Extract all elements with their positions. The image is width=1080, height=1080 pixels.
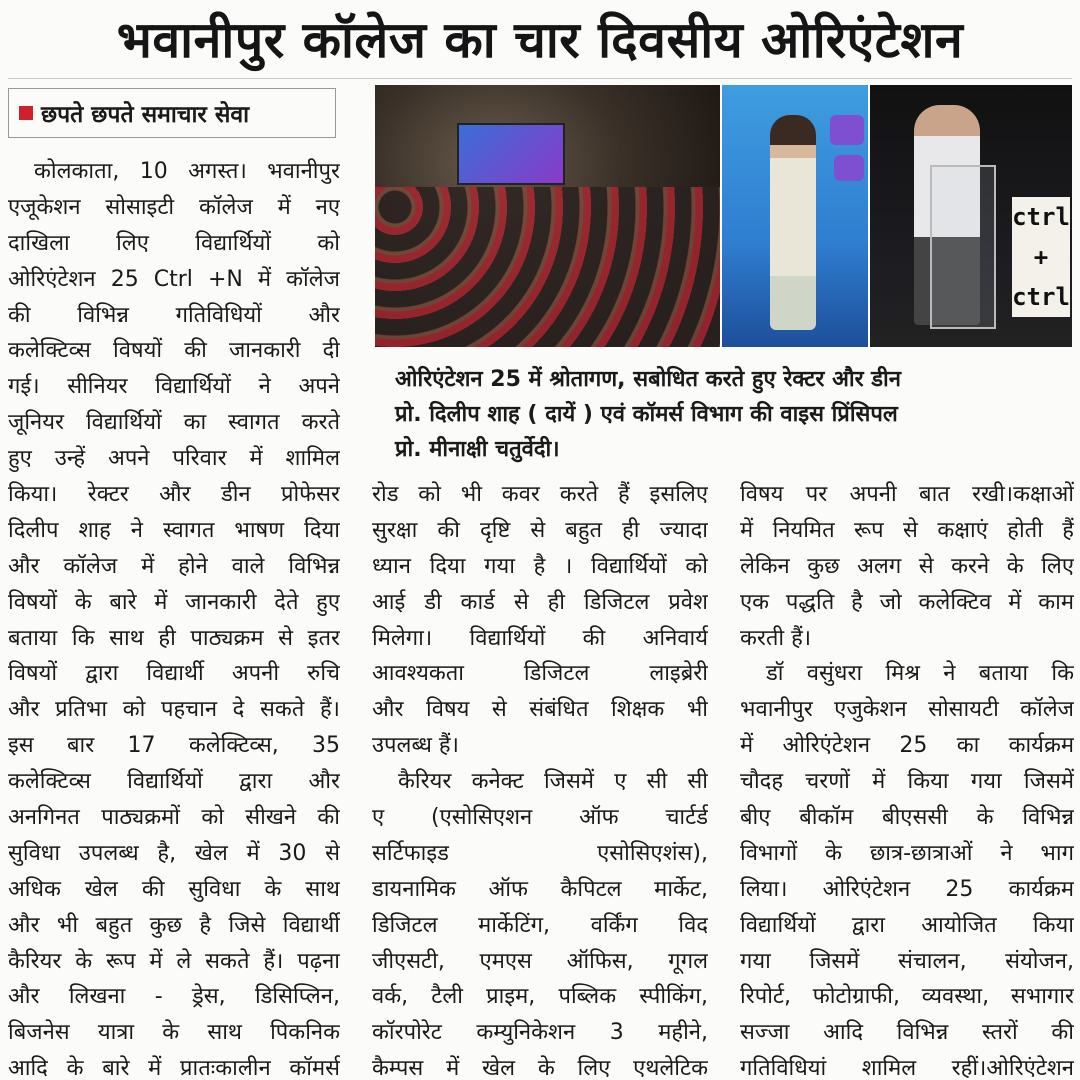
article-line: दाखिला लिए विद्यार्थियों को [8, 230, 340, 256]
caption-line: प्रो. दिलीप शाह ( दायें ) एवं कॉमर्स विभाग की वाइस प्रिंसिपल [395, 402, 898, 427]
article-line: किया। रेक्टर और डीन प्रोफेसर [8, 482, 340, 508]
podium [930, 165, 996, 329]
article-line: और विषय से संबंधित शिक्षक भी [372, 697, 708, 723]
article-line: सर्टिफाइड एसोसिएशंस), [372, 840, 708, 866]
ctrl-sign-bottom: ctrl [1012, 277, 1070, 317]
article-line: एजूकेशन सोसाइटी कॉलेज में नए [8, 194, 340, 220]
article-line: गतिविधियां शामिल रहीं।ओरिएंटेशन [740, 1056, 1074, 1080]
article-line: में ओरिएंटेशन 25 का कार्यक्रम [740, 733, 1074, 759]
article-line: लिया। ओरिएंटेशन 25 कार्यक्रम [740, 876, 1074, 902]
article-line: बीए बीकॉम बीएससी के विभिन्न [740, 805, 1074, 831]
article-line: कोलकाता, 10 अगस्त। भवानीपुर [34, 159, 340, 184]
article-line: अधिक खेल की सुविधा के साथ [8, 876, 340, 902]
article-line: रोड को भी कवर करते हैं इसलिए [372, 482, 708, 507]
headline-divider [8, 78, 1072, 79]
article-line: और प्रतिभा को पहचान दे सकते हैं। [8, 697, 340, 723]
article-column-1 [8, 154, 340, 1080]
audience-crowd [375, 187, 720, 347]
article-line: सज्जा आदि विभिन्न स्तरों की [740, 1020, 1074, 1046]
article-line: आवश्यकता डिजिटल लाइब्रेरी [372, 661, 708, 687]
stage-cube-decoration [834, 155, 864, 181]
article-line: डॉ वसुंधरा मिश्र ने बताया कि [766, 661, 1074, 687]
article-line: अनगिनत पाठ्यक्रमों को सीखने की [8, 805, 340, 831]
article-line: डायनामिक ऑफ कैपिटल मार्केट, [372, 876, 708, 902]
article-line: ध्यान दिया गया है । विद्यार्थियों को [372, 553, 708, 579]
sign-text: ctrl [1012, 203, 1070, 231]
article-line: की विभिन्न गतिविधियों और [8, 302, 340, 328]
article-line: आई डी कार्ड से ही डिजिटल प्रवेश [372, 589, 708, 615]
article-line: और कॉलेज में होने वाले विभिन्न [8, 553, 340, 579]
article-line: विभागों के छात्र-छात्राओं ने भाग [740, 840, 1074, 866]
article-line: और लिखना - ड्रेस, डिसिप्लिन, [8, 984, 340, 1010]
article-line: गई। सीनियर विद्यार्थियों ने अपने [8, 374, 340, 400]
article-line: कलेक्टिव्स विषयों की जानकारी दी [8, 338, 340, 364]
headline: भवानीपुर कॉलेज का चार दिवसीय ओरिएंटेशन [116, 11, 964, 69]
article-line: सुविधा उपलब्ध है, खेल में 30 से [8, 840, 340, 866]
stage-cube-decoration [830, 115, 864, 145]
article-line: विषयों के बारे में जानकारी देते हुए [8, 589, 340, 615]
article-line: रिपोर्ट, फोटोग्राफी, व्यवस्था, सभागार [740, 984, 1074, 1010]
article-line: और भी बहुत कुछ है जिसे विद्यार्थी [8, 912, 340, 938]
projector-screen [457, 123, 565, 185]
photo-woman-speaker [722, 85, 868, 347]
article-line: बताया कि साथ ही पाठ्यक्रम से इतर [8, 625, 340, 651]
article-column-3 [740, 477, 1074, 1080]
article-line: ओरिएंटेशन 25 Ctrl +N में कॉलेज [8, 266, 340, 292]
ctrl-sign-top [1012, 197, 1070, 277]
caption-line: प्रो. मीनाक्षी चतुर्वेदी। [395, 437, 560, 462]
article-line: इस बार 17 कलेक्टिव्स, 35 [8, 733, 340, 759]
byline-box [8, 88, 336, 138]
article-line: विषय पर अपनी बात रखी।कक्षाओं [740, 482, 1074, 507]
article-line: सुरक्षा की दृष्टि से बहुत ही ज्यादा [372, 517, 708, 543]
photo-audience [375, 85, 720, 347]
article-line: चौदह चरणों में किया गया जिसमें [740, 769, 1074, 795]
article-line: ए (एसोसिएशन ऑफ चार्टर्ड [372, 805, 708, 831]
article-line: करती हैं। [740, 625, 812, 651]
article-line: आदि के बारे में प्रातःकालीन कॉमर्स [8, 1056, 340, 1080]
article-line: कैम्पस में खेल के लिए एथलेटिक [372, 1056, 708, 1080]
article-line: में नियमित रूप से कक्षाएं होती हैं [740, 517, 1074, 543]
article-line: कॉरपोरेट कम्युनिकेशन 3 महीने, [372, 1020, 708, 1046]
article-line: एक पद्धति है जो कलेक्टिव में काम [740, 589, 1074, 615]
article-line: दिलीप शाह ने स्वागत भाषण दिया [8, 517, 340, 543]
article-line: गया जिसमें संचालन, संयोजन, [740, 948, 1074, 974]
caption-line: ओरिएंटेशन 25 में श्रोतागण, सबोधित करते हुए रेक्टर और डीन [395, 367, 901, 392]
woman-speaker-figure [770, 115, 816, 330]
article-column-2 [372, 477, 708, 1080]
article-line: बिजनेस यात्रा के साथ पिकनिक [8, 1020, 340, 1046]
article-line: विषयों द्वारा विद्यार्थी अपनी रुचि [8, 661, 340, 687]
article-line: विद्यार्थियों द्वारा आयोजित किया [740, 912, 1074, 938]
sign-text: + [1033, 243, 1049, 271]
article-line: वर्क, टैली प्राइम, पब्लिक स्पीकिंग, [372, 984, 708, 1010]
byline-label: छपते छपते समाचार सेवा [41, 102, 250, 128]
article-line: कैरियर कनेक्ट जिसमें ए सी सी [398, 769, 708, 795]
photo-strip [375, 85, 1072, 347]
article-line: कैरियर के रूप में ले सकते हैं। पढ़ना [8, 948, 340, 974]
article-line: जीएसटी, एमएस ऑफिस, गूगल [372, 948, 708, 974]
article-line: हुए उन्हें अपने परिवार में शामिल [8, 446, 340, 472]
photo-caption [395, 362, 1075, 467]
article-line: कलेक्टिव्स विद्यार्थियों द्वारा और [8, 769, 340, 795]
article-line: उपलब्ध हैं। [372, 733, 459, 759]
photo-man-at-podium [870, 85, 1072, 347]
article-line: जूनियर विद्यार्थियों का स्वागत करते [8, 410, 340, 436]
article-line: डिजिटल मार्केटिंग, वर्किंग विद [372, 912, 708, 938]
article-line: लेकिन कुछ अलग से करने के लिए [740, 553, 1074, 579]
article-line: मिलेगा। विद्यार्थियों की अनिवार्य [372, 625, 708, 651]
red-square-bullet-icon [19, 106, 33, 120]
article-line: भवानीपुर एजुकेशन सोसायटी कॉलेज [740, 697, 1074, 723]
